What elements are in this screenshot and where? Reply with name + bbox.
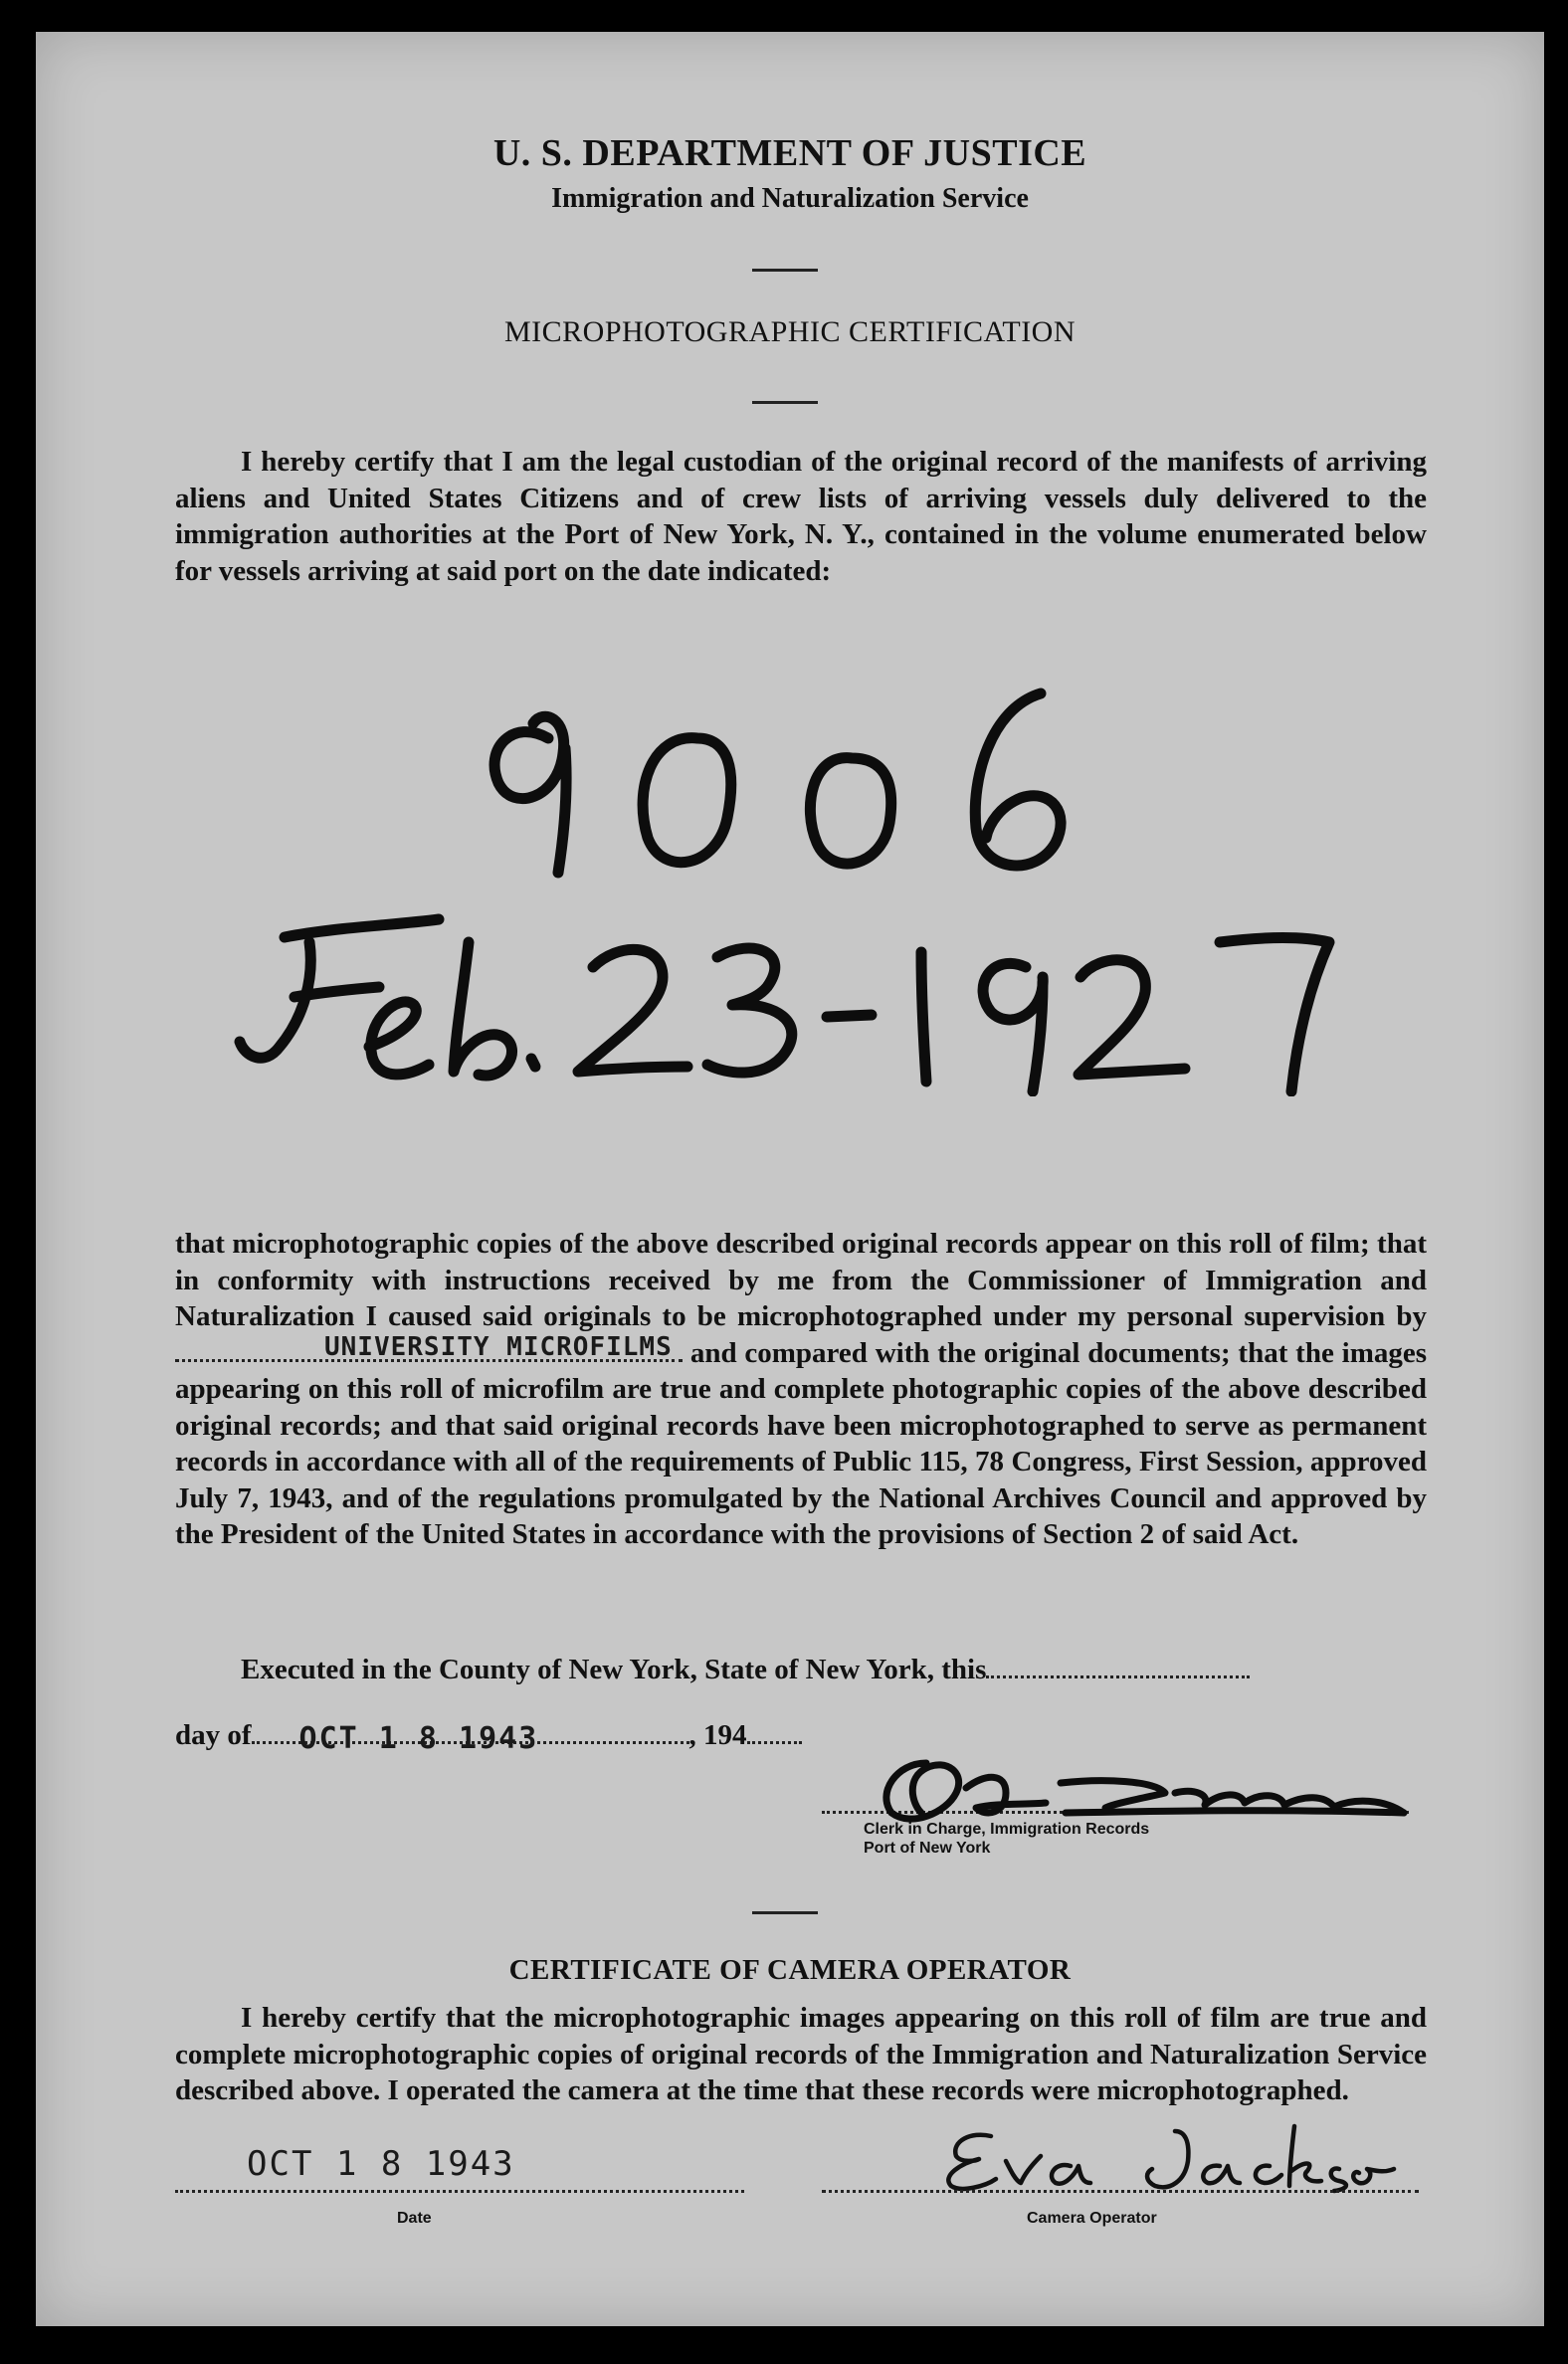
divider [752, 401, 818, 404]
handwritten-volume-date [225, 897, 1339, 1096]
intro-text: I hereby certify that I am the legal custodian of the original record of the manifests of arriving aliens and United States Citizens and of crew lists of arriving vessels duly delivered to the immigration authorities at the Port of New York, N. Y., contained in the volume enumerated below for vessels arriving at said port on the date indicated: [175, 446, 1427, 587]
divider [752, 269, 818, 272]
body-text-part1: that microphotographic copies of the above described original records appear on this roll of film; that in conformity with instructions received by me from the Commissioner of Immigration and Naturalization I caused said originals to be microphotographed under my personal supervision by [175, 1228, 1427, 1332]
body-paragraph [175, 1226, 1427, 1553]
camera-operator-line [822, 2190, 1419, 2193]
intro-paragraph [175, 444, 1427, 589]
executed-text: Executed in the County of New York, State of New York, this [241, 1654, 987, 1685]
camera-operator-signature [931, 2111, 1409, 2201]
camera-date-stamp: OCT 1 8 1943 [247, 2144, 515, 2184]
day-of-stamp: OCT 1 8 1943 [298, 1721, 539, 1756]
clerk-title-line2: Port of New York [864, 1840, 991, 1857]
camera-date-line [175, 2190, 744, 2193]
department-title: U. S. DEPARTMENT OF JUSTICE [492, 132, 1087, 174]
camera-operator-label: Camera Operator [1027, 2210, 1157, 2227]
microfilmer-field [175, 1331, 683, 1362]
divider [752, 1911, 818, 1914]
camera-date-label: Date [397, 2210, 432, 2227]
certification-heading: MICROPHOTOGRAPHIC CERTIFICATION [503, 315, 1077, 348]
handwritten-volume-number [474, 679, 1110, 887]
clerk-title [864, 1820, 1149, 1858]
day-of-field [252, 1721, 689, 1756]
year-field [747, 1741, 802, 1744]
service-subtitle: Immigration and Naturalization Service [551, 183, 1029, 214]
day-of-line [175, 1719, 802, 1756]
camera-operator-text: I hereby certify that the microphotographic images appearing on this roll of film are true and complete microphotographic copies of original records of the Immigration and Naturalization Service described above. I operated the camera at the time that these records were microphotographed. [175, 2002, 1427, 2106]
camera-operator-heading: CERTIFICATE OF CAMERA OPERATOR [508, 1954, 1072, 1986]
executed-day-field [986, 1675, 1250, 1678]
executed-line [241, 1654, 1250, 1686]
year-prefix: , 194 [688, 1719, 747, 1751]
certificate-page [36, 32, 1544, 2326]
microfilmer-stamp: UNIVERSITY MICROFILMS [324, 1331, 673, 1362]
day-of-label: day of [175, 1719, 252, 1751]
body-text-part2: and compared with the original documents; that the images appearing on this roll of microfilm are true and complete photographic copies of the above described original records; and that said original records have been microphotographed to serve as permanent records in accordance with all of the requirements of Public 115, 78 Congress, First Session, approved July 7, 1943, and of the regulations promulgated by the National Archives Council and approved by the President of the United States in accordance with the provisions of Section 2 of said Act. [175, 1336, 1428, 1550]
camera-operator-paragraph [175, 2000, 1427, 2109]
clerk-title-line1: Clerk in Charge, Immigration Records [864, 1821, 1150, 1838]
